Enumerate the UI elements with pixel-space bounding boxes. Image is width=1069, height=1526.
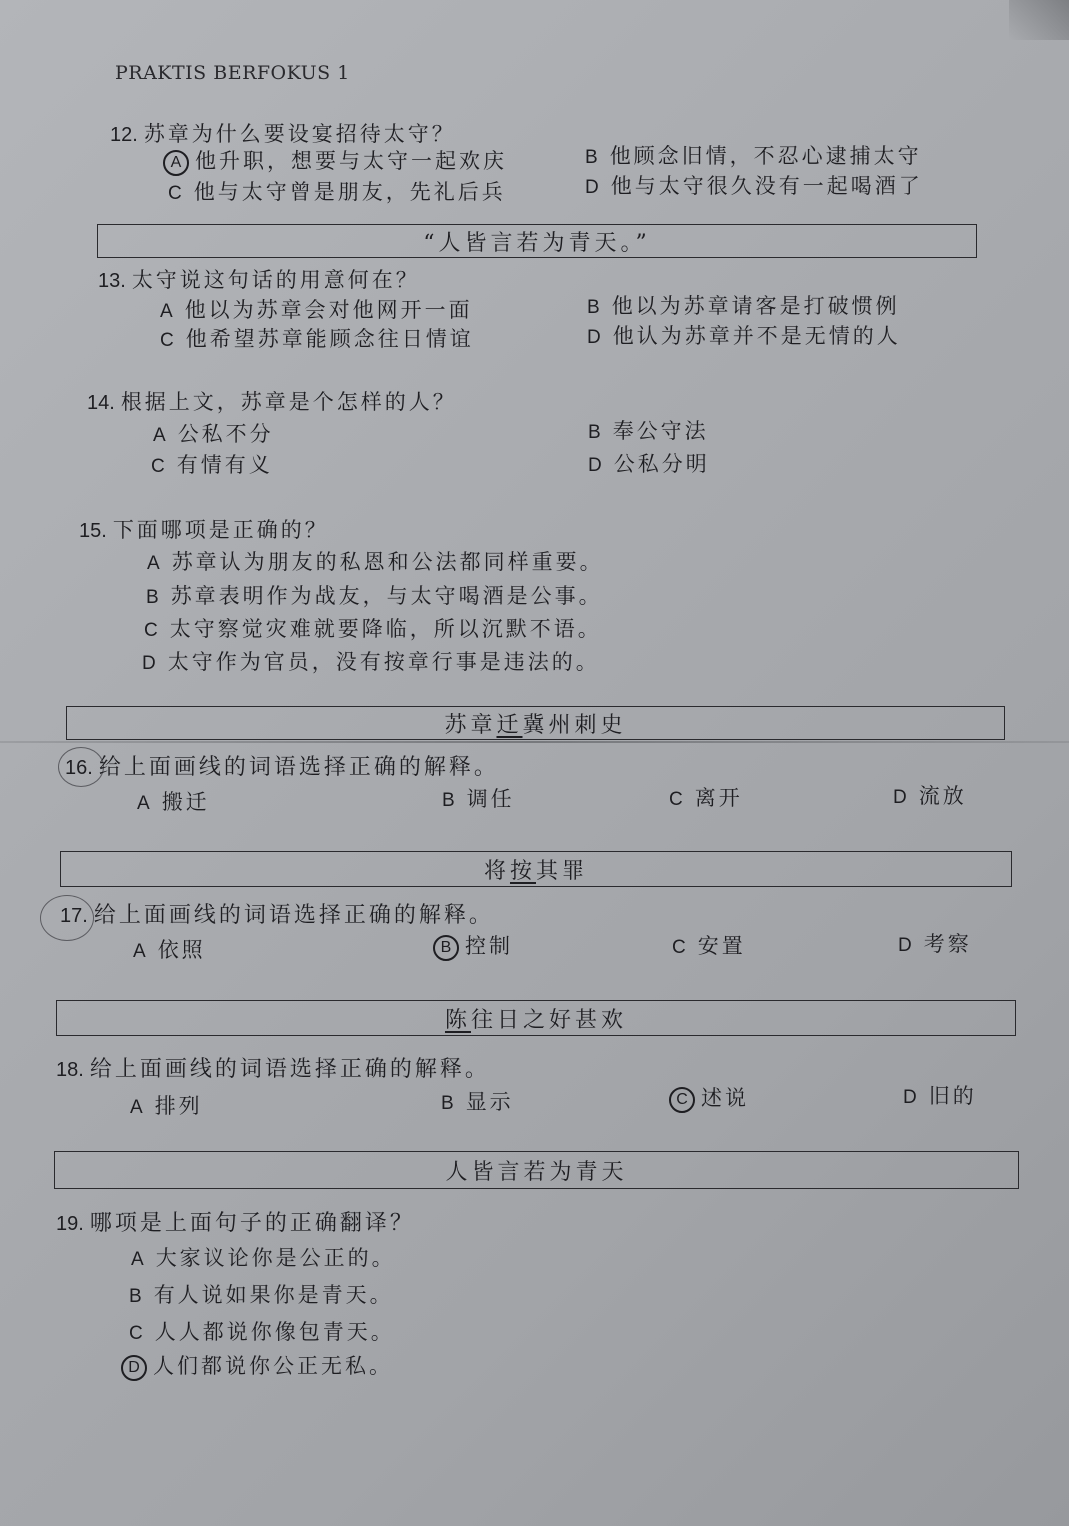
question-15 bbox=[79, 514, 329, 544]
question-13 bbox=[98, 264, 420, 294]
phrase-text: 将 bbox=[483, 858, 510, 884]
option-text: 他认为苏章并不是无情的人 bbox=[612, 324, 901, 348]
q19-option-a[interactable] bbox=[131, 1242, 396, 1272]
question-text: 根据上文，苏章是个怎样的人？ bbox=[120, 390, 457, 414]
q19-option-d[interactable] bbox=[121, 1350, 393, 1381]
option-text: 人们都说你公正无私。 bbox=[153, 1354, 393, 1378]
question-number: 19. bbox=[56, 1213, 84, 1235]
option-text: 太守察觉灾难就要降临，所以沉默不语。 bbox=[169, 617, 602, 641]
option-letter: B bbox=[588, 422, 601, 443]
option-letter: B bbox=[146, 587, 159, 608]
option-letter: D bbox=[588, 455, 602, 476]
option-letter: A bbox=[137, 793, 150, 814]
question-19 bbox=[56, 1206, 415, 1237]
phrase-text: 其罪 bbox=[536, 858, 589, 884]
option-text: 有情有义 bbox=[176, 453, 273, 477]
question-number: 16. bbox=[65, 757, 93, 779]
q13-option-b[interactable] bbox=[587, 290, 900, 320]
question-17 bbox=[60, 898, 494, 929]
option-letter: A bbox=[147, 553, 160, 574]
option-letter: D bbox=[903, 1087, 917, 1108]
page-corner-shadow bbox=[1009, 0, 1069, 40]
option-text: 他与太守曾是朋友，先礼后兵 bbox=[193, 180, 506, 204]
q14-option-d[interactable] bbox=[588, 448, 710, 478]
option-letter: B bbox=[585, 147, 598, 168]
circled-answer-mark: C bbox=[669, 1087, 695, 1113]
option-text: 考察 bbox=[923, 932, 972, 956]
option-text: 大家议论你是公正的。 bbox=[155, 1246, 396, 1270]
q15-option-d[interactable] bbox=[142, 646, 600, 676]
option-text: 搬迁 bbox=[161, 790, 210, 814]
page-header: PRAKTIS BERFOKUS 1 bbox=[115, 62, 350, 84]
option-letter: C bbox=[672, 937, 686, 958]
option-letter: C bbox=[129, 1323, 143, 1344]
option-text: 依照 bbox=[157, 938, 206, 962]
option-letter: A bbox=[133, 941, 146, 962]
phrase-text: 人皆言若为青天 bbox=[445, 1159, 628, 1185]
option-text: 他与太守很久没有一起喝酒了 bbox=[610, 174, 923, 198]
underlined-word: 陈 bbox=[444, 1007, 471, 1033]
option-letter: A bbox=[131, 1249, 144, 1270]
option-letter: D bbox=[585, 177, 599, 198]
q12-option-b[interactable] bbox=[585, 140, 922, 170]
question-14 bbox=[87, 386, 457, 416]
question-text: 给上面画线的词语选择正确的解释。 bbox=[93, 903, 494, 928]
underlined-word: 迁 bbox=[496, 712, 523, 738]
option-letter: C bbox=[669, 789, 683, 810]
option-text: 离开 bbox=[694, 786, 743, 810]
option-letter: A bbox=[153, 425, 166, 446]
question-text: 下面哪项是正确的？ bbox=[112, 518, 329, 542]
q15-option-b[interactable] bbox=[146, 580, 603, 610]
q15-option-a[interactable] bbox=[147, 546, 604, 576]
option-text: 太守作为官员，没有按章行事是违法的。 bbox=[167, 650, 600, 674]
circled-answer-mark: A bbox=[163, 150, 189, 176]
q17-option-d[interactable] bbox=[898, 928, 972, 958]
option-text: 苏章认为朋友的私恩和公法都同样重要。 bbox=[171, 550, 604, 574]
option-text: 苏章表明作为战友，与太守喝酒是公事。 bbox=[170, 584, 603, 608]
option-letter: B bbox=[442, 790, 455, 811]
option-text: 显示 bbox=[465, 1090, 514, 1114]
q12-option-c[interactable] bbox=[168, 176, 506, 206]
option-text: 有人说如果你是青天。 bbox=[153, 1283, 394, 1307]
option-text: 奉公守法 bbox=[612, 419, 709, 443]
option-letter: C bbox=[168, 183, 182, 204]
option-text: 公私分明 bbox=[613, 452, 710, 476]
q16-option-a[interactable] bbox=[137, 786, 210, 816]
q13-option-d[interactable] bbox=[587, 320, 901, 350]
option-letter: B bbox=[129, 1286, 142, 1307]
question-18 bbox=[56, 1052, 490, 1083]
phrase-text: 往日之好甚欢 bbox=[471, 1007, 628, 1033]
option-text: 调任 bbox=[466, 787, 515, 811]
question-number: 15. bbox=[79, 520, 107, 542]
paper-fold-line bbox=[0, 741, 1069, 743]
q14-option-c[interactable] bbox=[151, 449, 273, 479]
quote-text: “人皆言若为青天。” bbox=[423, 230, 651, 256]
question-number: 14. bbox=[87, 392, 115, 414]
q17-option-c[interactable] bbox=[672, 930, 746, 960]
option-text: 流放 bbox=[918, 784, 967, 808]
option-text: 人人都说你像包青天。 bbox=[154, 1320, 395, 1344]
option-text: 他以为苏章会对他网开一面 bbox=[184, 298, 473, 322]
question-12 bbox=[110, 118, 456, 148]
q17-option-a[interactable] bbox=[133, 934, 206, 964]
question-number: 17. bbox=[60, 905, 88, 927]
q14-option-a[interactable] bbox=[153, 418, 274, 448]
option-letter: A bbox=[130, 1097, 143, 1118]
option-letter: B bbox=[441, 1093, 454, 1114]
question-16 bbox=[65, 750, 499, 781]
option-text: 他希望苏章能顾念往日情谊 bbox=[185, 327, 474, 351]
q19-option-b[interactable] bbox=[129, 1279, 394, 1309]
question-text: 太守说这句话的用意何在？ bbox=[131, 268, 420, 292]
question-number: 13. bbox=[98, 270, 126, 292]
option-letter: D bbox=[587, 327, 601, 348]
option-letter: A bbox=[160, 301, 173, 322]
q16-option-b[interactable] bbox=[442, 783, 515, 813]
q13-option-c[interactable] bbox=[160, 323, 474, 353]
question-number: 12. bbox=[110, 124, 138, 146]
q18-option-a[interactable] bbox=[130, 1090, 203, 1120]
circled-answer-mark: B bbox=[433, 935, 459, 961]
q16-option-d[interactable] bbox=[893, 780, 967, 810]
q18-option-d[interactable] bbox=[903, 1080, 977, 1110]
phrase-box-17 bbox=[60, 851, 1012, 887]
option-text: 述说 bbox=[701, 1086, 749, 1110]
q19-option-c[interactable] bbox=[129, 1316, 395, 1346]
q13-option-a[interactable] bbox=[160, 294, 473, 324]
option-text: 他以为苏章请客是打破惯例 bbox=[611, 294, 900, 318]
option-text: 旧的 bbox=[928, 1084, 977, 1108]
q12-option-d[interactable] bbox=[585, 170, 923, 200]
option-letter: D bbox=[142, 653, 156, 674]
option-letter: D bbox=[893, 787, 907, 808]
question-text: 哪项是上面句子的正确翻译？ bbox=[89, 1211, 415, 1236]
option-letter: C bbox=[151, 456, 165, 477]
q18-option-b[interactable] bbox=[441, 1086, 514, 1116]
q17-option-b[interactable] bbox=[433, 930, 513, 961]
q15-option-c[interactable] bbox=[144, 613, 602, 643]
phrase-text: 苏章 bbox=[444, 712, 497, 738]
option-text: 公私不分 bbox=[177, 422, 274, 446]
option-letter: D bbox=[898, 935, 912, 956]
option-letter: C bbox=[160, 330, 174, 351]
option-letter: C bbox=[144, 620, 158, 641]
phrase-box-18 bbox=[56, 1000, 1016, 1036]
underlined-word: 按 bbox=[509, 858, 536, 884]
q14-option-b[interactable] bbox=[588, 415, 709, 445]
question-text: 苏章为什么要设宴招待太守？ bbox=[143, 122, 456, 146]
phrase-text: 冀州刺史 bbox=[522, 712, 627, 738]
option-text: 排列 bbox=[154, 1094, 203, 1118]
question-number: 18. bbox=[56, 1059, 84, 1081]
q12-option-a[interactable] bbox=[163, 145, 507, 176]
phrase-box-19 bbox=[54, 1151, 1019, 1189]
circled-answer-mark: D bbox=[121, 1355, 147, 1381]
option-text: 他顾念旧情，不忍心逮捕太守 bbox=[609, 144, 922, 168]
phrase-box-16 bbox=[66, 706, 1005, 740]
option-letter: B bbox=[587, 297, 600, 318]
question-text: 给上面画线的词语选择正确的解释。 bbox=[98, 755, 499, 780]
quote-box-13 bbox=[97, 224, 977, 258]
question-text: 给上面画线的词语选择正确的解释。 bbox=[89, 1057, 490, 1082]
option-text: 他升职，想要与太守一起欢庆 bbox=[195, 149, 507, 173]
q18-option-c[interactable] bbox=[669, 1082, 749, 1113]
option-text: 安置 bbox=[697, 934, 746, 958]
q16-option-c[interactable] bbox=[669, 782, 743, 812]
option-text: 控制 bbox=[465, 934, 513, 958]
